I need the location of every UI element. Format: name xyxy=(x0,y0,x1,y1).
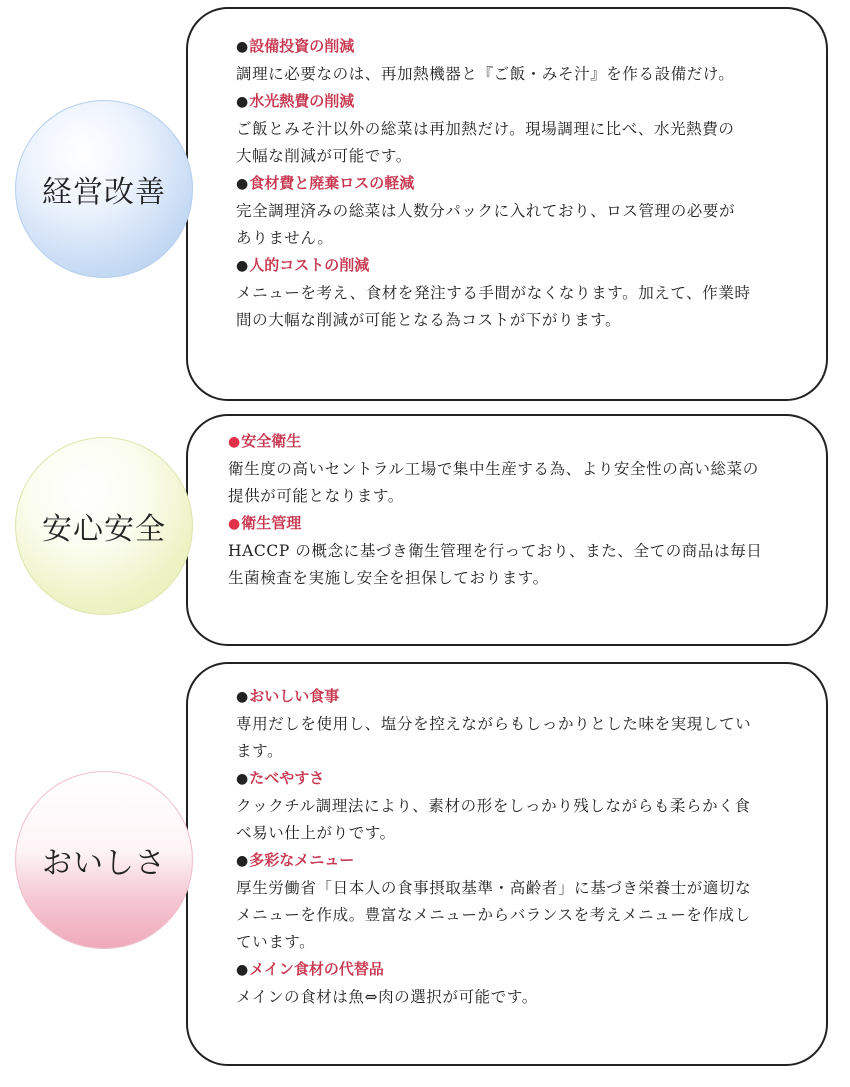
circle-management xyxy=(15,100,193,278)
item-text: 大幅な削減が可能です。 xyxy=(236,147,412,165)
item-text: 生菌検査を実施し安全を担保しております。 xyxy=(228,569,549,587)
item-heading: ●食材費と廃棄ロスの軽減 xyxy=(236,174,415,192)
item-text: 間の大幅な削減が可能となる為コストが下がります。 xyxy=(236,311,622,329)
item-text: 衛生度の高いセントラル工場で集中生産する為、より安全性の高い総菜の xyxy=(228,460,759,478)
circle-taste xyxy=(15,771,193,949)
circle-safety xyxy=(15,437,193,615)
item-heading: ●たべやすさ xyxy=(236,769,325,787)
item-text: 完全調理済みの総菜は人数分パックに入れており、ロス管理の必要が xyxy=(236,202,736,220)
item-text: 厚生労働省「日本人の食事摂取基準・高齢者」に基づき栄養士が適切な xyxy=(236,879,752,897)
item-text: 提供が可能となります。 xyxy=(228,487,404,505)
item-text: ご飯とみそ汁以外の総菜は再加熱だけ。現場調理に比べ、水光熱費の xyxy=(236,120,735,138)
item-heading: ●設備投資の削減 xyxy=(236,37,355,55)
item-heading: ●多彩なメニュー xyxy=(236,851,355,869)
item-heading: ●おいしい食事 xyxy=(236,687,340,705)
item-heading: ●衛生管理 xyxy=(228,514,302,532)
circle-label: おいしさ xyxy=(42,846,166,881)
item-text: 調理に必要なのは、再加熱機器と『ご飯・みそ汁』を作る設備だけ。 xyxy=(236,65,735,83)
item-heading: ●水光熱費の削減 xyxy=(236,92,355,110)
item-text: メニューを作成。豊富なメニューからバランスを考えメニューを作成し xyxy=(236,906,751,924)
item-text: HACCP の概念に基づき衛生管理を行っており、また、全ての商品は毎日 xyxy=(228,542,763,560)
item-heading: ●安全衛生 xyxy=(228,432,302,450)
item-text: クックチル調理法により、素材の形をしっかり残しながらも柔らかく食 xyxy=(236,797,751,815)
section-content-safety xyxy=(228,428,762,592)
item-text: 専用だしを使用し、塩分を控えながらもしっかりとした味を実現してい xyxy=(236,715,752,733)
section-content-management xyxy=(236,33,751,334)
item-text: ありません。 xyxy=(236,229,334,247)
section-content-taste xyxy=(236,683,751,1011)
item-text: メインの食材は魚⇔肉の選択が可能です。 xyxy=(236,988,538,1006)
item-text: ます。 xyxy=(236,742,284,760)
item-text: ています。 xyxy=(236,933,316,951)
item-heading: ●メイン食材の代替品 xyxy=(236,960,384,978)
item-heading: ●人的コストの削減 xyxy=(236,256,370,274)
circle-label: 安心安全 xyxy=(42,512,166,547)
item-text: べ易い仕上がりです。 xyxy=(236,824,396,842)
item-text: メニューを考え、食材を発注する手間がなくなります。加えて、作業時 xyxy=(236,284,751,302)
circle-label: 経営改善 xyxy=(42,175,166,210)
